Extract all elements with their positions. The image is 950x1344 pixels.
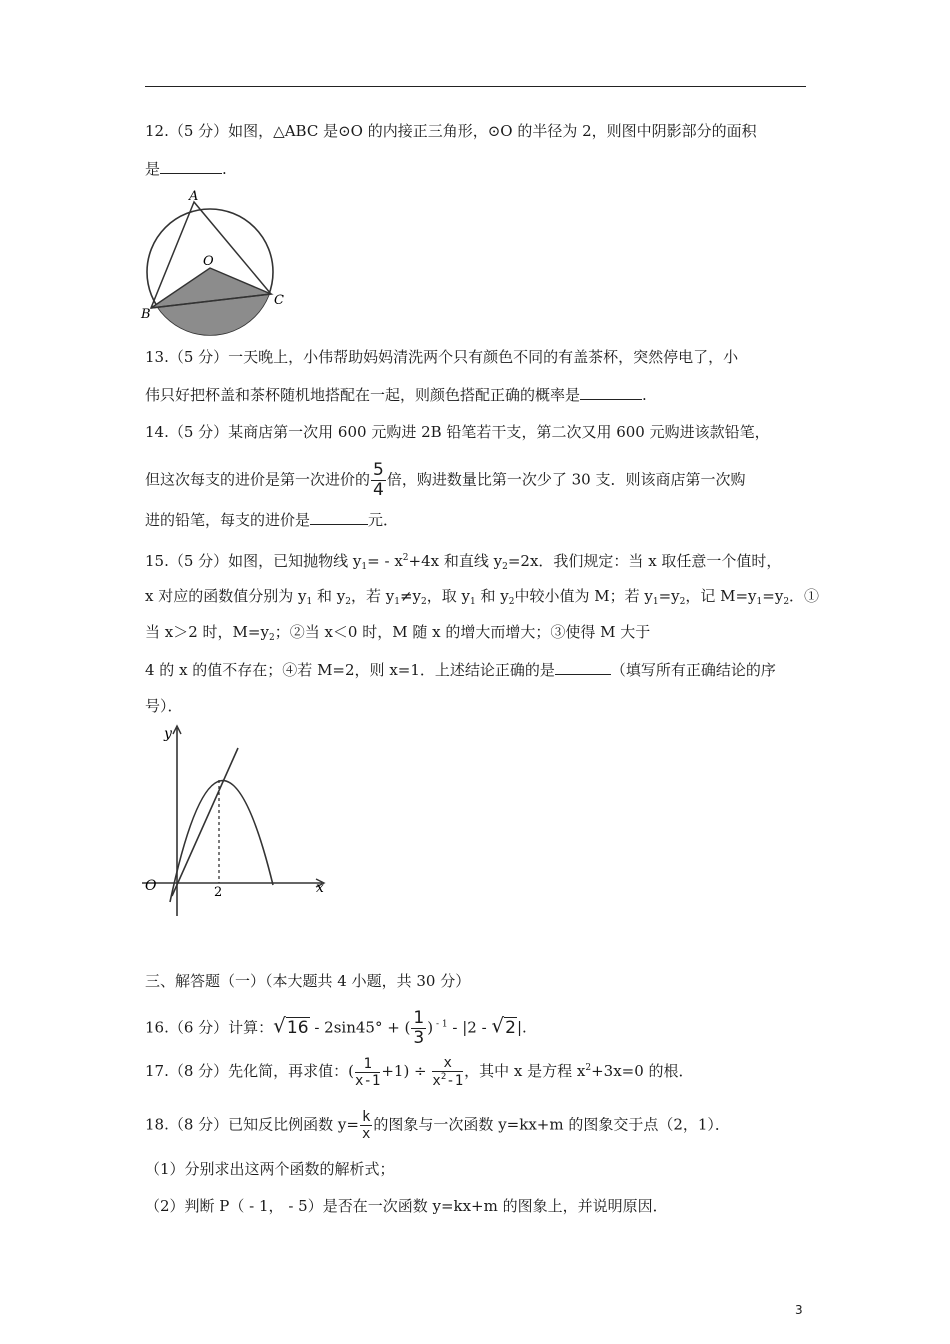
q18-f-den: x [361, 1126, 371, 1142]
q15-answer-blank [555, 660, 611, 675]
q17-f2-den-a: x [432, 1073, 441, 1089]
q15-l3-a: 当 x＞2 时，M=y [145, 623, 269, 641]
q15-l2-text: 和 y [475, 587, 509, 605]
section3-title: 三、解答题（一）（本大题共 4 小题，共 30 分） [145, 972, 471, 990]
q15-l2-sub: 1 [652, 597, 659, 607]
q15-line1 [145, 547, 781, 578]
q15-l2-text: ，取 y [426, 587, 470, 605]
q17-post-a: ，其中 x 是方程 x [464, 1062, 586, 1080]
tick-label-2: 2 [214, 885, 223, 900]
q12-line2-post: . [222, 160, 227, 178]
q17-line [145, 1056, 694, 1088]
q16-mid1: - 2sin45° + ( [309, 1018, 411, 1037]
label-b: B [141, 307, 151, 322]
q15-l2-text: ≠y [399, 587, 421, 605]
q15-l2-sub: 2 [421, 597, 427, 607]
q15-l2-sub: 1 [394, 597, 400, 607]
q17-post-sup: 2 [585, 1063, 592, 1073]
q15-l1-sup: 2 [402, 553, 409, 563]
q14-frac-num: 5 [373, 460, 384, 480]
q13-line2-post: . [642, 386, 647, 404]
q18-pre: 18.（8 分）已知反比例函数 y= [145, 1115, 359, 1134]
q13-answer-blank [580, 385, 642, 400]
q16-post: |. [517, 1018, 527, 1037]
sqrt-symbol: √ [273, 1013, 286, 1038]
q15-line2 [145, 585, 819, 613]
q12-line2 [145, 158, 227, 180]
q15-l1-b: = - x [367, 552, 403, 570]
q15-l4-post: （填写所有正确结论的序 [610, 661, 776, 679]
q15-line3 [145, 621, 650, 649]
label-o: O [203, 254, 214, 269]
q15-l2-text: 和 y [312, 587, 346, 605]
q17-f2-den-b: -1 [446, 1073, 464, 1089]
q12-line2-pre: 是 [145, 160, 161, 178]
q17-f2-num: x [432, 1056, 463, 1072]
q15-l2-sub: 1 [306, 597, 313, 607]
sqrt-symbol: √ [491, 1013, 505, 1038]
q15-l2-text: =y [658, 587, 680, 605]
q18-post: 的图象与一次函数 y=kx+m 的图象交于点（2，1）． [373, 1115, 730, 1134]
q17-fraction2 [432, 1056, 463, 1088]
q14-fraction [371, 462, 386, 499]
q16-frac-num: 1 [413, 1008, 425, 1028]
q17-pre: 17.（8 分）先化简，再求值：( [145, 1062, 355, 1080]
q16-exponent: - 1 [433, 1019, 448, 1030]
q15-l3-b: ；②当 x＜0 时，M 随 x 的增大而增大；③使得 M 大于 [274, 623, 651, 641]
q16-mid3: - |2 - [447, 1018, 492, 1037]
q12-circle-figure [137, 188, 287, 336]
q15-l4-pre: 4 的 x 的值不存在；④若 M=2，则 x=1．上述结论正确的是 [145, 661, 555, 679]
q12-answer-blank [160, 159, 222, 174]
q14-line3-post: 元． [368, 511, 399, 529]
page-number: 3 [795, 1303, 803, 1317]
q13-line2-pre: 伟只好把杯盖和茶杯随机地搭配在一起，则颜色搭配正确的概率是 [145, 386, 581, 404]
q15-l3-sub: 2 [268, 633, 275, 643]
q13-line1: 13.（5 分）一天晚上，小伟帮助妈妈清洗两个只有颜色不同的有盖茶杯，突然停电了，小 [145, 348, 739, 366]
q18-sub2: （2）判断 P（ - 1， - 5）是否在一次函数 y=kx+m 的图象上，并说明原因． [145, 1197, 668, 1215]
q15-l1-sub1: 1 [361, 562, 368, 572]
line-y2 [172, 748, 238, 896]
q15-l2-text: ．① [789, 587, 820, 605]
q18-f-num: k [361, 1109, 371, 1125]
q17-post-b: +3x=0 的根． [591, 1062, 694, 1080]
q14-line3-pre: 进的铅笔，每支的进价是 [145, 511, 311, 529]
q16-sqrt2: 2 [505, 1017, 516, 1038]
origin-label: O [145, 878, 157, 894]
q15-l2-sub: 2 [508, 597, 515, 607]
q15-l2-sub: 2 [345, 597, 351, 607]
q15-l2-text: ，记 M=y [685, 587, 757, 605]
q16-line [145, 1010, 527, 1047]
q16-frac-den: 3 [413, 1028, 425, 1048]
q15-l2-text: 中较小值为 M；若 y [514, 587, 653, 605]
q15-line4 [145, 659, 776, 681]
q15-l2-sub: 2 [783, 597, 790, 607]
q14-frac-den: 4 [373, 480, 384, 500]
q17-fraction1 [355, 1057, 380, 1088]
q18-fraction [360, 1110, 372, 1141]
q15-l2-text: =y [762, 587, 784, 605]
q18-line [145, 1110, 730, 1141]
label-c: C [274, 293, 284, 308]
q17-f1-num: 1 [355, 1057, 380, 1073]
q15-line5: 号）． [145, 697, 183, 715]
q14-line2-post: 倍，购进数量比第一次少了 30 支．则该商店第一次购 [386, 470, 746, 489]
q15-l1-c: +4x 和直线 y [408, 552, 503, 570]
q18-sub1: （1）分别求出这两个函数的解析式； [145, 1160, 395, 1178]
axis-label-y: y [164, 726, 172, 742]
q15-l1-sub2: 2 [502, 562, 508, 572]
q15-l2-sub: 1 [469, 597, 476, 607]
q15-l1-d: =2x．我们规定：当 x 取任意一个值时， [507, 552, 782, 570]
q16-mid2: ) [427, 1018, 434, 1037]
q15-graph-figure [140, 722, 340, 922]
q15-l1-a: 15.（5 分）如图，已知抛物线 y [145, 552, 362, 570]
q17-mid: +1) ÷ [381, 1062, 432, 1080]
q17-f1-den: x-1 [355, 1072, 381, 1089]
label-a: A [189, 189, 199, 204]
q16-fraction [411, 1010, 426, 1047]
q14-answer-blank [310, 510, 368, 525]
q15-l2-sub: 2 [679, 597, 686, 607]
q15-l2-text: ，若 y [350, 587, 395, 605]
q14-line3 [145, 509, 398, 531]
q14-line1: 14.（5 分）某商店第一次用 600 元购进 2B 铅笔若干支，第二次又用 600 元购进该款铅笔， [145, 423, 770, 441]
q17-f2-den-sup: 2 [440, 1072, 447, 1082]
q15-l2-text: x 对应的函数值分别为 y [145, 587, 307, 605]
q16-sqrt16: 16 [286, 1017, 309, 1038]
q16-pre: 16.（6 分）计算： [145, 1018, 274, 1037]
q14-line2-pre: 但这次每支的进价是第一次进价的 [145, 470, 371, 489]
q12-line1: 12.（5 分）如图，△ABC 是⊙O 的内接正三角形，⊙O 的半径为 2，则图中阴影部分的面积 [145, 122, 757, 140]
q13-line2 [145, 384, 647, 406]
q14-line2 [145, 462, 745, 499]
header-rule [145, 86, 806, 87]
q17-f2-den [432, 1072, 463, 1088]
axis-label-x: x [316, 880, 324, 896]
q15-l2-sub: 1 [756, 597, 763, 607]
